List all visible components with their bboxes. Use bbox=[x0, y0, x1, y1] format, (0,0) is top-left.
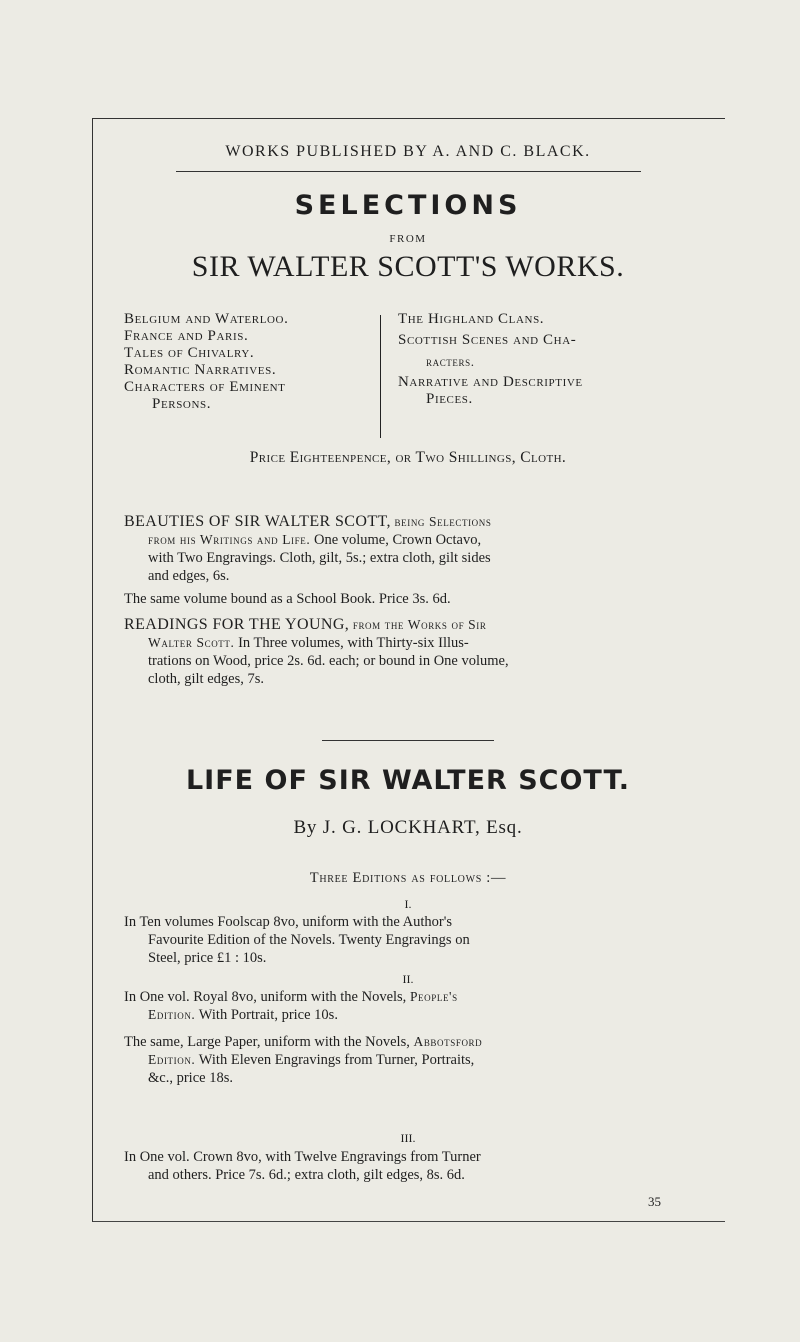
edition-line: Favourite Edition of the Novels. Twenty Engravings on bbox=[148, 932, 470, 948]
selections-from: FROM bbox=[389, 233, 427, 245]
selections-title: SELECTIONS bbox=[294, 190, 522, 221]
beauties-entry bbox=[124, 513, 714, 585]
list-item: Romantic Narratives. bbox=[124, 362, 277, 378]
edition-line: In One vol. Crown 8vo, with Twelve Engravings from Turner bbox=[124, 1149, 481, 1165]
edition-three bbox=[124, 1148, 714, 1184]
list-item: Tales of Chivalry. bbox=[124, 345, 255, 361]
beauties-title: BEAUTIES OF SIR WALTER SCOTT, bbox=[124, 513, 391, 530]
edition-line: and others. Price 7s. 6d.; extra cloth, gilt edges, 8s. 6d. bbox=[148, 1167, 465, 1183]
beauties-line2: from his Writings and Life. bbox=[148, 532, 311, 547]
list-item: Narrative and Descriptive bbox=[398, 374, 583, 390]
beauties-line3: with Two Engravings. Cloth, gilt, 5s.; extra cloth, gilt sides bbox=[148, 550, 491, 566]
head-rule bbox=[176, 171, 641, 172]
section-rule bbox=[322, 740, 494, 741]
numeral-three: III. bbox=[400, 1131, 416, 1145]
page-number: 35 bbox=[648, 1194, 661, 1209]
list-item: Scottish Scenes and Cha- bbox=[398, 332, 577, 348]
life-author: By J. G. LOCKHART, Esq. bbox=[293, 817, 523, 838]
edition-line: In One vol. Royal 8vo, uniform with the Novels, bbox=[124, 989, 407, 1005]
selections-price: Price Eighteenpence, or Two Shillings, Cloth. bbox=[249, 449, 567, 466]
edition-name: Abbotsford bbox=[413, 1034, 483, 1049]
list-item: France and Paris. bbox=[124, 328, 249, 344]
school-book-note: The same volume bound as a School Book. Price 3s. 6d. bbox=[124, 591, 451, 607]
edition-line: In Ten volumes Foolscap 8vo, uniform with the Author's bbox=[124, 914, 452, 930]
edition-line: With Eleven Engravings from Turner, Portraits, bbox=[198, 1052, 475, 1068]
numeral-one: I. bbox=[404, 897, 412, 911]
list-item: racters. bbox=[426, 354, 475, 369]
readings-line1-rest: from the Works of Sir bbox=[352, 617, 487, 632]
edition-line: With Portrait, price 10s. bbox=[198, 1007, 338, 1023]
editions-heading: Three Editions as follows :— bbox=[309, 870, 507, 886]
readings-line4: cloth, gilt edges, 7s. bbox=[148, 671, 264, 687]
beauties-line2-rest: One volume, Crown Octavo, bbox=[313, 532, 482, 548]
selections-subtitle: SIR WALTER SCOTT'S WORKS. bbox=[191, 250, 625, 283]
edition-line: The same, Large Paper, uniform with the Novels, bbox=[124, 1034, 410, 1050]
column-divider bbox=[380, 315, 381, 438]
edition-two bbox=[124, 988, 714, 1024]
running-head: WORKS PUBLISHED BY A. AND C. BLACK. bbox=[225, 143, 591, 160]
readings-line2-rest: In Three volumes, with Thirty-six Illus- bbox=[238, 635, 469, 651]
life-title: LIFE OF SIR WALTER SCOTT. bbox=[185, 765, 631, 796]
edition-name: People's bbox=[409, 989, 458, 1004]
list-item: Characters of Eminent bbox=[124, 379, 286, 395]
edition-line: Steel, price £1 : 10s. bbox=[148, 950, 267, 966]
readings-title: READINGS FOR THE YOUNG, bbox=[124, 616, 350, 633]
readings-entry bbox=[124, 616, 714, 688]
beauties-line1-rest: being Selections bbox=[394, 514, 492, 529]
list-item: Belgium and Waterloo. bbox=[124, 311, 289, 327]
beauties-line4: and edges, 6s. bbox=[148, 568, 230, 584]
edition-two-large-paper bbox=[124, 1033, 714, 1087]
selections-right-list bbox=[398, 311, 698, 408]
list-item: The Highland Clans. bbox=[398, 311, 545, 327]
edition-name: Edition. bbox=[148, 1007, 196, 1022]
edition-one bbox=[124, 913, 714, 967]
edition-line: &c., price 18s. bbox=[148, 1070, 233, 1086]
edition-name: Edition. bbox=[148, 1052, 196, 1067]
readings-line2-sc: Walter Scott. bbox=[148, 635, 235, 650]
readings-line3: trations on Wood, price 2s. 6d. each; or bound in One volume, bbox=[148, 653, 509, 669]
selections-left-list bbox=[124, 311, 384, 413]
numeral-two: II. bbox=[402, 972, 414, 986]
list-item: Pieces. bbox=[426, 391, 473, 407]
list-item: Persons. bbox=[152, 396, 212, 412]
